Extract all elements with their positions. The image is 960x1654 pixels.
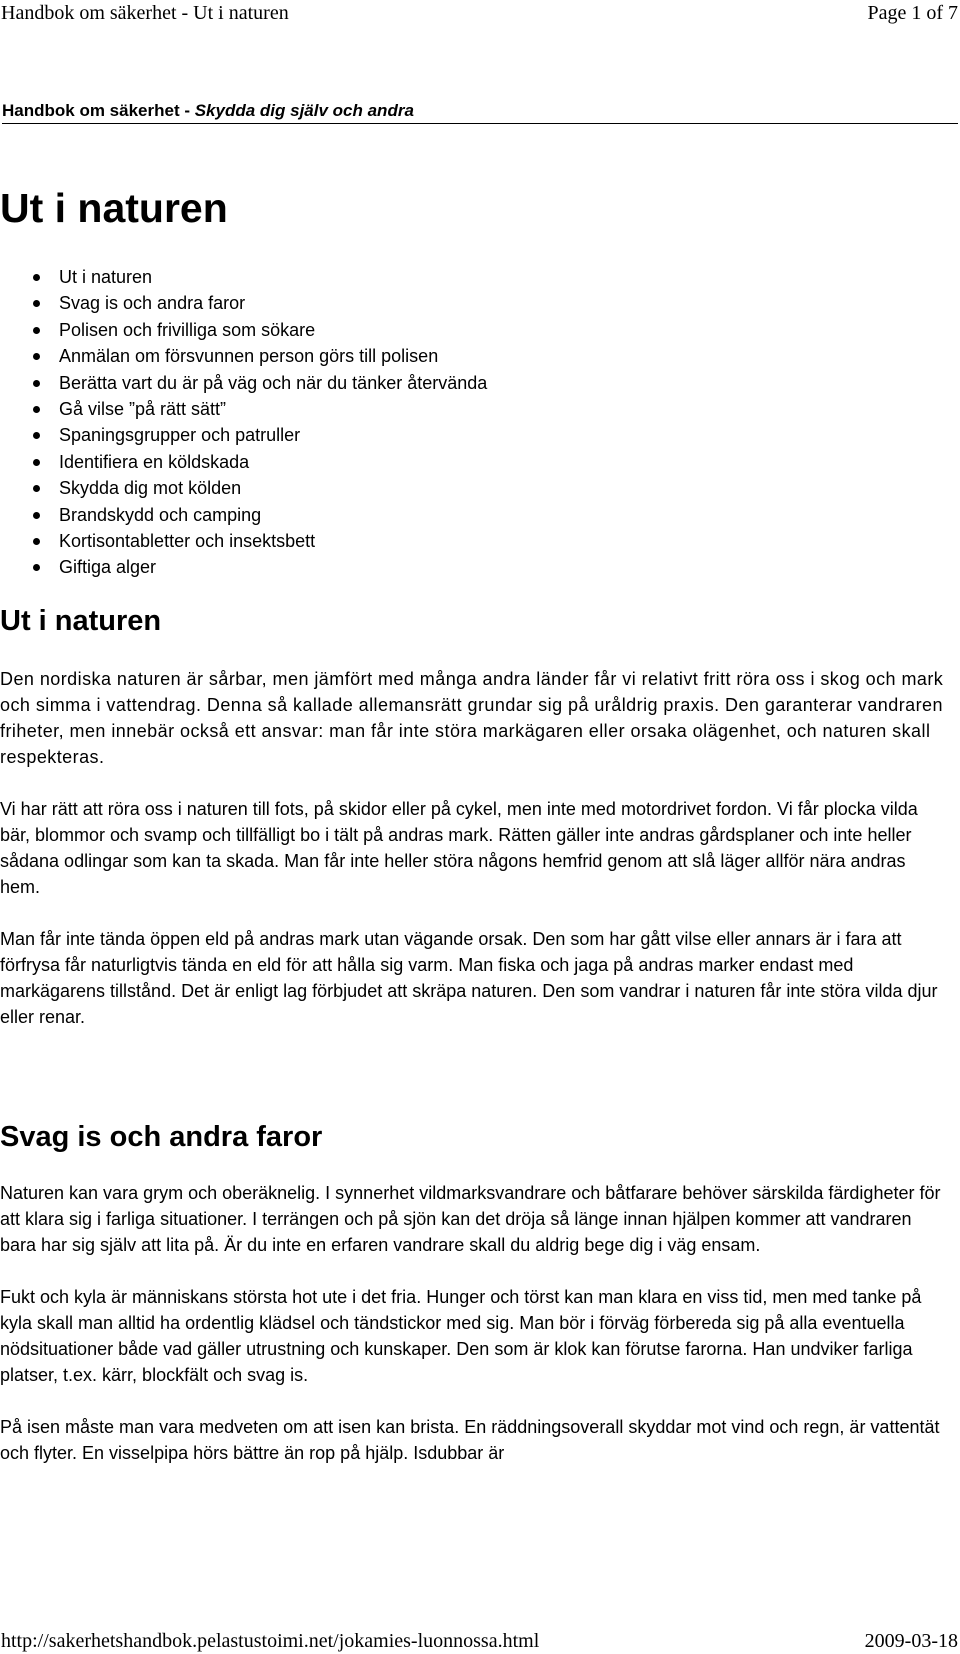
toc-link[interactable]: Svag is och andra faror: [59, 293, 246, 314]
section-ut-i-naturen: [0, 604, 950, 1030]
print-footer-date: 2009-03-18: [864, 1630, 958, 1652]
section-heading: Ut i naturen: [0, 605, 162, 637]
bullet-icon: [33, 512, 40, 519]
print-header-title: Handbok om säkerhet - Ut i naturen: [1, 2, 289, 24]
print-footer: [0, 1628, 960, 1654]
toc-item[interactable]: [30, 343, 487, 369]
breadcrumb-section: Skydda dig själv och andra: [194, 101, 414, 120]
toc-link[interactable]: Identifiera en köldskada: [59, 451, 250, 472]
bullet-icon: [33, 353, 40, 360]
toc-link[interactable]: Ut i naturen: [59, 267, 153, 287]
toc-item[interactable]: [30, 264, 487, 290]
paragraph: På isen måste man vara medveten om att isen kan brista. En räddningsoverall skyddar mot vind och regn, är vattentät och flyter. En visselpipa hörs bättre än rop på hjälp. Isdubbar är: [0, 1417, 940, 1463]
section-heading: Svag is och andra faror: [0, 1121, 323, 1153]
bullet-icon: [33, 538, 40, 545]
toc-item[interactable]: [30, 422, 487, 448]
toc-link[interactable]: Anmälan om försvunnen person görs till polisen: [59, 346, 439, 367]
toc-link[interactable]: Gå vilse ”på rätt sätt”: [59, 398, 227, 419]
bullet-icon: [33, 327, 40, 334]
bullet-icon: [33, 300, 40, 307]
toc-link[interactable]: Giftiga alger: [59, 557, 157, 578]
breadcrumb: [2, 100, 958, 124]
bullet-icon: [33, 432, 40, 439]
bullet-icon: [33, 459, 40, 466]
breadcrumb-prefix: Handbok om säkerhet -: [2, 101, 195, 120]
print-header-page-number: Page 1 of 7: [867, 2, 958, 24]
paragraph: Den nordiska naturen är sårbar, men jämfört med många andra länder får vi relativt fritt röra oss i skog och mark och simma i vattendrag. Denna så kallade allemansrätt grundar sig på uråldrig praxis. Den garanterar vandraren friheter, men innebär också ett ansvar: man får inte störa markägaren eller orsaka olägenhet, och naturen skall respekteras.: [0, 669, 944, 767]
paragraph: Fukt och kyla är människans största hot ute i det fria. Hunger och törst kan man klara en viss tid, men med tanke på kyla skall man alltid ha ordentlig klädsel och tändstickor med sig. Man bör i förväg förbereda sig på alla eventuella nödsituationer både vad gäller utrustning och kunskaper. Den som är klok kan förutse farorna. Han undviker farliga platser, t.ex. kärr, blockfält och svag is.: [0, 1287, 922, 1385]
bullet-icon: [33, 564, 40, 571]
page-title: Ut i naturen: [0, 185, 228, 231]
print-footer-url: http://sakerhetshandbok.pelastustoimi.net/jokamies-luonnossa.html: [1, 1630, 540, 1652]
toc-item[interactable]: [30, 554, 487, 580]
article-content: [0, 604, 950, 1466]
bullet-icon: [33, 380, 40, 387]
toc-item[interactable]: [30, 449, 487, 475]
toc-item[interactable]: [30, 528, 487, 554]
bullet-icon: [33, 406, 40, 413]
paragraph: Vi har rätt att röra oss i naturen till fots, på skidor eller på cykel, men inte med motordrivet fordon. Vi får plocka vilda bär, blommor och svamp och tillfälligt bo i tält på andras mark. Rätten gäller inte andras gårdsplaner och inte heller sådana odlingar som kan ta skada. Man får inte heller störa någons hemfrid genom att slå läger allför nära andras hem.: [0, 799, 918, 897]
toc-item[interactable]: [30, 475, 487, 501]
toc-item[interactable]: [30, 290, 487, 316]
toc-link[interactable]: Spaningsgrupper och patruller: [59, 425, 301, 446]
toc-link[interactable]: Skydda dig mot kölden: [59, 478, 242, 499]
toc-link[interactable]: Brandskydd och camping: [59, 504, 262, 525]
bullet-icon: [33, 485, 40, 492]
toc-link[interactable]: Kortisontabletter och insektsbett: [59, 530, 316, 551]
print-header: [0, 0, 960, 26]
toc-item[interactable]: [30, 396, 487, 422]
paragraph: Naturen kan vara grym och oberäknelig. I synnerhet vildmarksvandrare och båtfarare behöver särskilda färdigheter för att klara sig i farliga situationer. I terrängen och på sjön kan det dröja så länge innan hjälpen kommer att vandraren bara har sig själv att lita på. Är du inte en erfaren vandrare skall du aldrig bege dig i väg ensam.: [0, 1183, 941, 1255]
toc-item[interactable]: [30, 502, 487, 528]
table-of-contents: [30, 264, 487, 581]
toc-link[interactable]: Polisen och frivilliga som sökare: [59, 319, 316, 340]
paragraph: Man får inte tända öppen eld på andras mark utan vägande orsak. Den som har gått vilse eller annars är i fara att förfrysa får naturligtvis tända en eld för att hålla sig varm. Man fiska och jaga på andras marker endast med markägarens tillstånd. Det är enligt lag förbjudet att skräpa naturen. Den som vandrar i naturen får inte störa vilda djur eller renar.: [0, 929, 938, 1027]
toc-link[interactable]: Berätta vart du är på väg och när du tänker återvända: [59, 372, 488, 393]
toc-item[interactable]: [30, 317, 487, 343]
bullet-icon: [33, 274, 40, 281]
toc-item[interactable]: [30, 370, 487, 396]
section-svag-is: [0, 1120, 950, 1466]
